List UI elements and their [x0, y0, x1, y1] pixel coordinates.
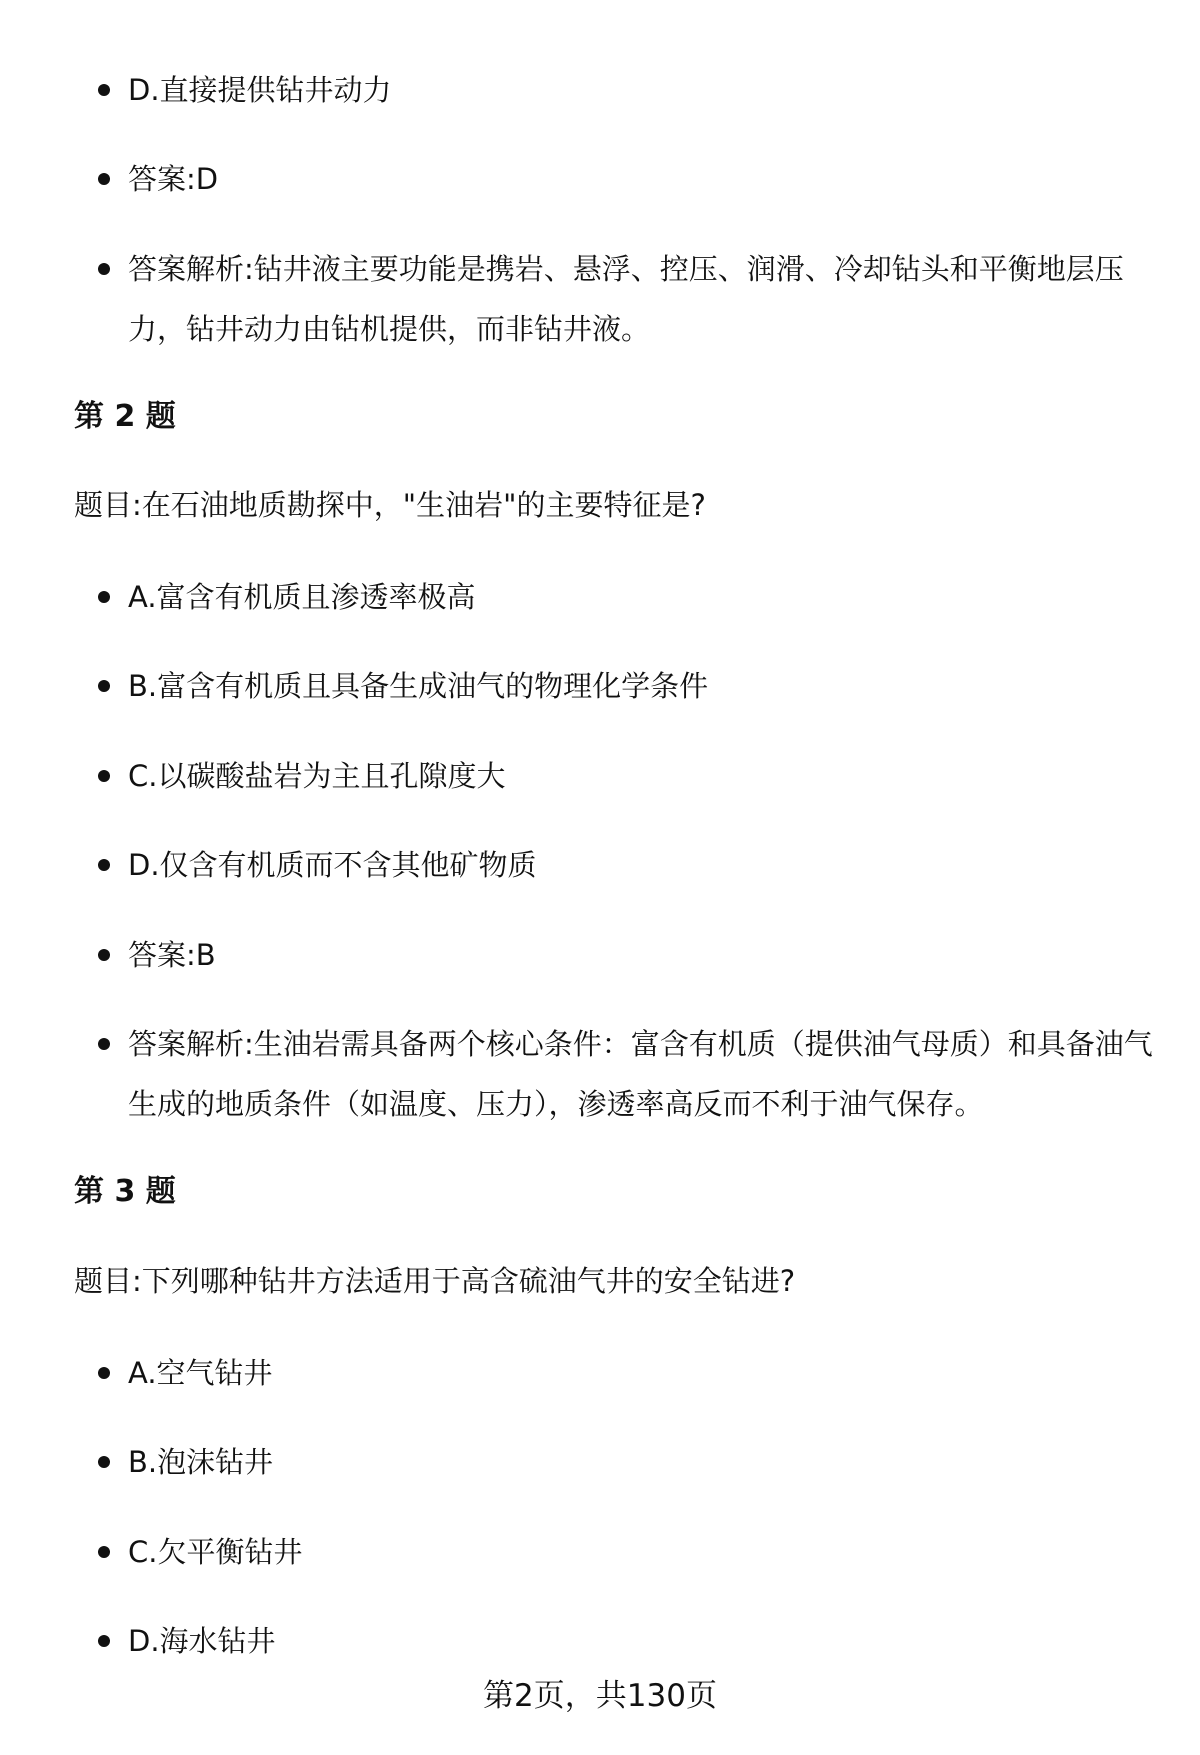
bullet-icon [98, 770, 110, 782]
q3-heading: 第 3 题 [74, 1174, 176, 1209]
q2-option-b: B.富含有机质且具备生成油气的物理化学条件 [128, 669, 709, 703]
q2-heading: 第 2 题 [74, 399, 176, 434]
q2-option-d: D.仅含有机质而不含其他矿物质 [128, 848, 537, 882]
bullet-icon [98, 173, 110, 185]
q2-question: 题目:在石油地质勘探中，"生油岩"的主要特征是? [74, 488, 706, 522]
bullet-icon [98, 1546, 110, 1558]
q3-question: 题目:下列哪种钻井方法适用于高含硫油气井的安全钻进? [74, 1264, 796, 1298]
q1-option-d: D.直接提供钻井动力 [128, 73, 392, 107]
bullet-icon [98, 1367, 110, 1379]
q3-option-c: C.欠平衡钻井 [128, 1535, 303, 1569]
q2-analysis: 答案解析:生油岩需具备两个核心条件：富含有机质（提供油气母质）和具备油气生成的地质条件（如温度、压力），渗透率高反而不利于油气保存。 [128, 1027, 1153, 1121]
q3-option-a: A.空气钻井 [128, 1356, 273, 1390]
bullet-icon [98, 859, 110, 871]
bullet-icon [98, 84, 110, 96]
q1-answer: 答案:D [128, 162, 219, 196]
bullet-icon [98, 1635, 110, 1647]
bullet-icon [98, 591, 110, 603]
q3-option-b: B.泡沫钻井 [128, 1445, 274, 1479]
bullet-icon [98, 1456, 110, 1468]
q1-analysis: 答案解析:钻井液主要功能是携岩、悬浮、控压、润滑、冷却钻头和平衡地层压力，钻井动力由钻机提供，而非钻井液。 [128, 252, 1124, 346]
bullet-icon [98, 1038, 110, 1050]
q2-option-a: A.富含有机质且渗透率极高 [128, 580, 476, 614]
q2-answer: 答案:B [128, 938, 216, 972]
bullet-icon [98, 263, 110, 275]
q2-option-c: C.以碳酸盐岩为主且孔隙度大 [128, 759, 506, 793]
page-number: 第2页，共130页 [483, 1678, 717, 1714]
q3-option-d: D.海水钻井 [128, 1624, 276, 1658]
bullet-icon [98, 680, 110, 692]
bullet-icon [98, 949, 110, 961]
